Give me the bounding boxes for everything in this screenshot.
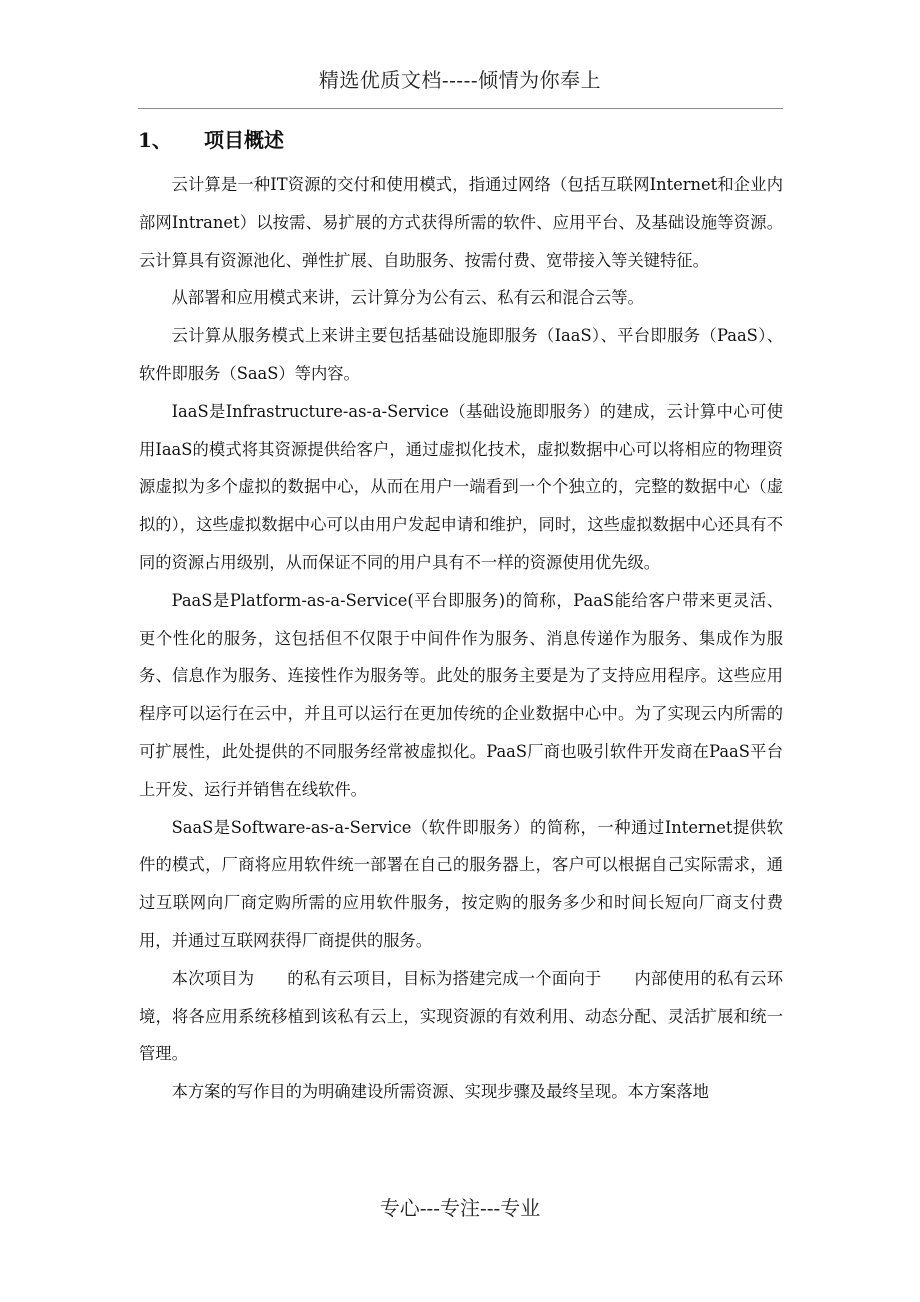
section-title: 项目概述 (204, 128, 284, 152)
paragraph-project-scope: 本次项目为 的私有云项目，目标为搭建完成一个面向于 内部使用的私有云环境，将各应用系统移植到该私有云上，实现资源的有效利用、动态分配、灵活扩展和统一管理。 (139, 968, 783, 1064)
paragraph-saas: SaaS是Software-as-a-Service（软件即服务）的简称，一种通过Internet提供软件的模式，厂商将应用软件统一部署在自己的服务器上，客户可以根据自己实际需求，通过互联网向厂商定购所需的应用软件服务，按定购的服务多少和时间长短向厂商支付费用，并通过互联网获得厂商提供的服务。 (139, 817, 783, 950)
section-number: 1、 (138, 128, 172, 152)
page-footer: 专心---专注---专业 (379, 1196, 541, 1220)
paragraph-service-models: 云计算从服务模式上来讲主要包括基础设施即服务（IaaS）、平台即服务（PaaS）、软件即服务（SaaS）等内容。 (139, 326, 783, 383)
paragraph-deployment-models: 从部署和应用模式来讲，云计算分为公有云、私有云和混合云等。 (171, 288, 644, 308)
body-text (139, 166, 783, 1111)
paragraph-paas: PaaS是Platform-as-a-Service(平台即服务)的简称，PaaS能给客户带来更灵活、更个性化的服务，这包括但不仅限于中间件作为服务、消息传递作为服务、集成作为服务、信息作为服务、连接性作为服务等。此处的服务主要是为了支持应用程序。这些应用程序可以运行在云中，并且可以运行在更加传统的企业数据中心中。为了实现云内所需的可扩展性，此处提供的不同服务经常被虚拟化。PaaS厂商也吸引软件开发商在PaaS平台上开发、运行并销售在线软件。 (139, 590, 783, 799)
paragraph-iaas: IaaS是Infrastructure-as-a-Service（基础设施即服务）的建成，云计算中心可使用IaaS的模式将其资源提供给客户，通过虚拟化技术，虚拟数据中心可以将相应的物理资源虚拟为多个虚拟的数据中心，从而在用户一端看到一个个独立的，完整的数据中心（虚拟的），这些虚拟数据中心可以由用户发起申请和维护，同时，这些虚拟数据中心还具有不同的资源占用级别，从而保证不同的用户具有不一样的资源使用优先级。 (139, 401, 783, 572)
page-header: 精选优质文档-----倾情为你奉上 (318, 68, 602, 92)
section-heading (138, 124, 284, 153)
paragraph-purpose: 本方案的写作目的为明确建设所需资源、实现步骤及最终呈现。本方案落地 (171, 1082, 709, 1102)
header-divider (138, 108, 783, 109)
paragraph-cloud-definition: 云计算是一种IT资源的交付和使用模式，指通过网络（包括互联网Internet和企业内部网Intranet）以按需、易扩展的方式获得所需的软件、应用平台、及基础设施等资源。云计算具有资源池化、弹性扩展、自助服务、按需付费、宽带接入等关键特征。 (139, 175, 783, 270)
